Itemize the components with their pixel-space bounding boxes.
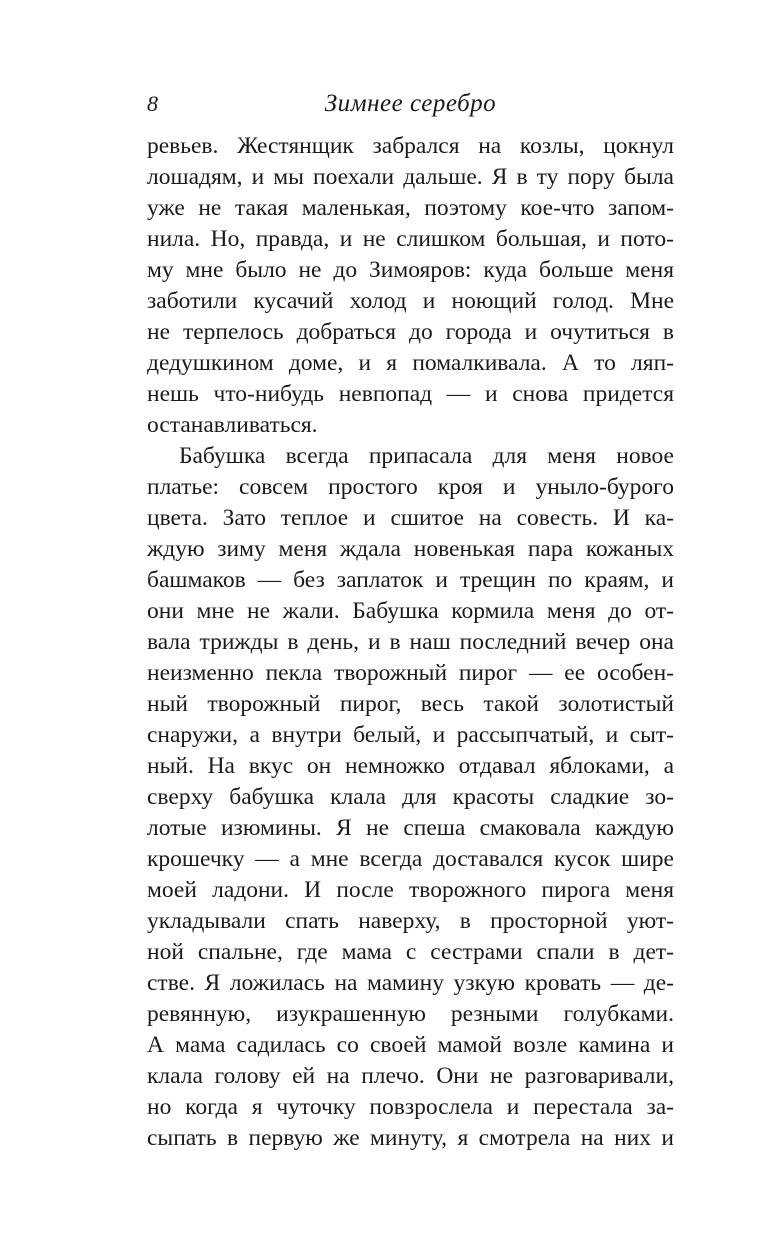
text-line: лотые изюмины. Я не спеша смаковала каждую <box>147 815 674 841</box>
text-line: укладывали спать наверху, в просторной уют- <box>147 908 674 934</box>
text-line: они мне не жали. Бабушка кормила меня до от- <box>147 598 674 624</box>
text-line: сыпать в первую же минуту, я смотрела на них и <box>147 1125 674 1151</box>
text-line: лошадям, и мы поехали дальше. Я в ту пору была <box>147 164 674 190</box>
text-line: ревьев. Жестянщик забрался на козлы, цокнул <box>147 133 674 159</box>
text-line: нила. Но, правда, и не слишком большая, и пото- <box>147 226 674 252</box>
text-line: крошечку — а мне всегда доставался кусок шире <box>147 846 674 872</box>
running-head <box>147 88 674 120</box>
text-line: вала трижды в день, и в наш последний вечер она <box>147 629 674 655</box>
text-line: ждую зиму меня ждала новенькая пара кожаных <box>147 536 674 562</box>
text-line: А мама садилась со своей мамой возле камина и <box>147 1032 674 1058</box>
text-line: уже не такая маленькая, поэтому кое-что запом- <box>147 195 674 221</box>
text-line: му мне было не до Зимояров: куда больше меня <box>147 257 674 283</box>
text-line: ный. На вкус он немножко отдавал яблоками, а <box>147 753 674 779</box>
text-line: моей ладони. И после творожного пирога меня <box>147 877 674 903</box>
text-line: ный творожный пирог, весь такой золотистый <box>147 691 674 717</box>
text-line: неизменно пекла творожный пирог — ее особен- <box>147 660 674 686</box>
page-number: 8 <box>147 91 158 116</box>
text-line: нешь что-нибудь невпопад — и снова придется <box>147 381 674 407</box>
text-line: не терпелось добраться до города и очутиться в <box>147 319 674 345</box>
book-title: Зимнее серебро <box>324 90 497 117</box>
text-line: дедушкином доме, и я помалкивала. А то ляп- <box>147 350 674 376</box>
text-line: но когда я чуточку повзрослела и перестала за- <box>147 1094 674 1120</box>
text-line: Бабушка всегда припасала для меня новое <box>179 443 674 469</box>
body-text <box>147 131 674 1154</box>
text-line: останавливаться. <box>147 412 318 438</box>
text-line: ной спальне, где мама с сестрами спали в дет- <box>147 939 674 965</box>
text-line: сверху бабушка клала для красоты сладкие зо- <box>147 784 674 810</box>
text-line: ревянную, изукрашенную резными голубками. <box>147 1001 674 1027</box>
text-line: платье: совсем простого кроя и уныло-бурого <box>147 474 674 500</box>
text-line: цвета. Зато теплое и сшитое на совесть. И ка- <box>147 505 674 531</box>
text-line: заботили кусачий холод и ноющий голод. Мне <box>147 288 674 314</box>
text-line: башмаков — без заплаток и трещин по краям, и <box>147 567 674 593</box>
text-line: клала голову ей на плечо. Они не разговаривали, <box>147 1063 674 1089</box>
text-line: снаружи, а внутри белый, и рассыпчатый, и сыт- <box>147 722 674 748</box>
text-line: стве. Я ложилась на мамину узкую кровать — де- <box>147 970 674 996</box>
